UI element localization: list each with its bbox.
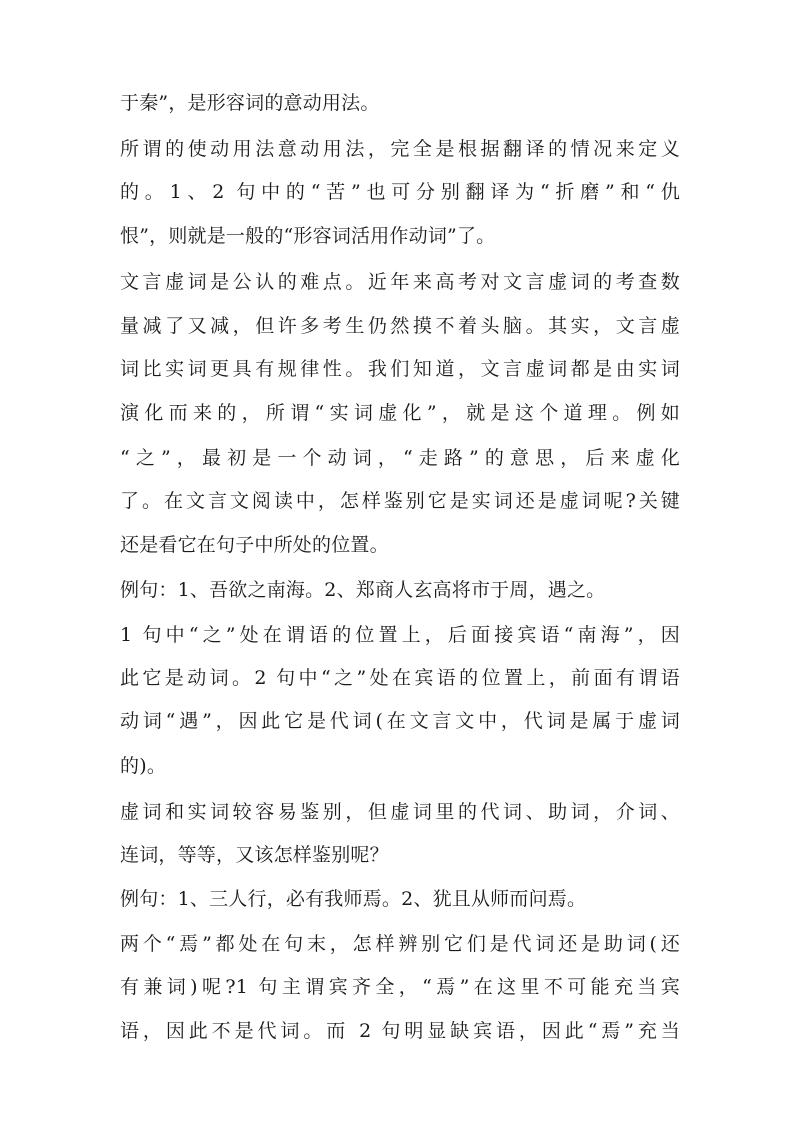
- text-line: 两个“焉”都处在句末，怎样辨别它们是代词还是助词(还: [120, 933, 680, 955]
- text-line: 动词“遇”，因此它是代词(在文言文中，代词是属于虚词: [120, 710, 680, 732]
- text-line: 于秦”，是形容词的意动用法。: [120, 92, 380, 114]
- text-line: 此它是动词。2 句中“之”处在宾语的位置上，前面有谓语: [120, 667, 680, 689]
- text-line: 例句：1、吾欲之南海。2、郑商人玄高将市于周，遇之。: [120, 579, 606, 601]
- text-line: 了。在文言文阅读中，怎样鉴别它是实词还是虚词呢?关键: [120, 490, 680, 512]
- text-line: 的。1、2 句中的“苦”也可分别翻译为“折磨”和“仇: [120, 181, 680, 203]
- text-line: 词比实词更具有规律性。我们知道，文言虚词都是由实词: [120, 358, 680, 380]
- text-line: 恨”，则就是一般的“形容词活用作动词”了。: [120, 225, 496, 247]
- text-line: 量减了又减，但许多考生仍然摸不着头脑。其实，文言虚: [120, 315, 680, 337]
- text-line: 所谓的使动用法意动用法，完全是根据翻译的情况来定义: [120, 138, 680, 160]
- text-line: 有兼词)呢?1 句主谓宾齐全，“焉”在这里不可能充当宾: [120, 976, 680, 998]
- text-line: 演化而来的，所谓“实词虚化”，就是这个道理。例如: [120, 402, 680, 424]
- text-line: “之”，最初是一个动词，“走路”的意思，后来虚化: [120, 447, 680, 469]
- text-line: 连词，等等，又该怎样鉴别呢？: [120, 844, 389, 866]
- text-line: 虚词和实词较容易鉴别，但虚词里的代词、助词，介词、: [120, 801, 680, 823]
- text-line: 例句：1、三人行，必有我师焉。2、犹且从师而问焉。: [120, 888, 587, 910]
- text-line: 还是看它在句子中所处的位置。: [120, 534, 389, 556]
- text-line: 语，因此不是代词。而 2 句明显缺宾语，因此“焉”充当: [120, 1020, 680, 1042]
- text-line: 的)。: [120, 755, 167, 777]
- text-line: 1 句中“之”处在谓语的位置上，后面接宾语“南海”，因: [120, 624, 680, 646]
- text-line: 文言虚词是公认的难点。近年来高考对文言虚词的考查数: [120, 271, 680, 293]
